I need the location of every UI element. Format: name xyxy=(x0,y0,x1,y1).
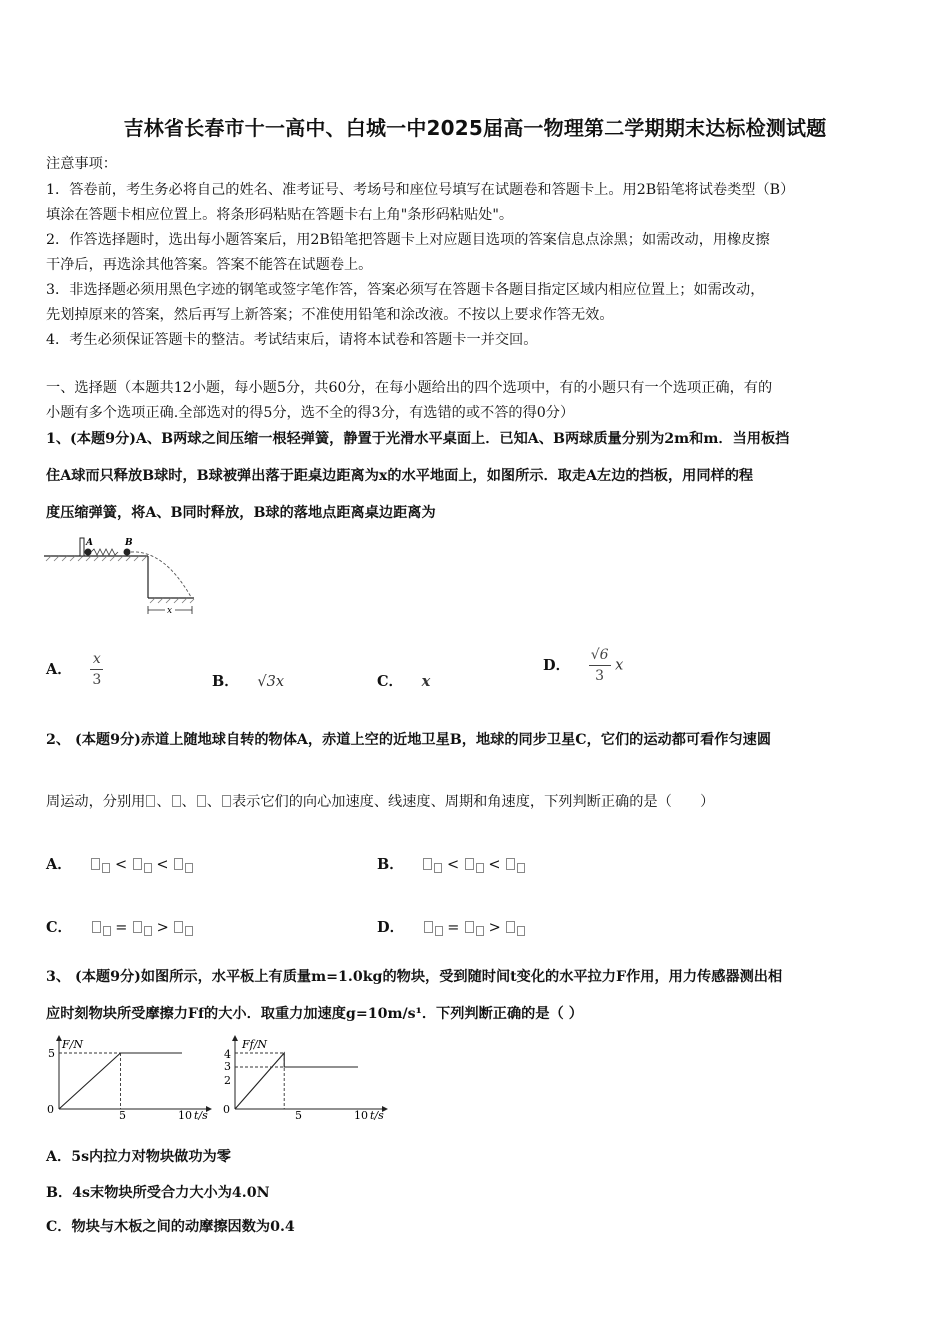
relation: < xyxy=(156,857,169,873)
q2-option-a[interactable] xyxy=(46,853,193,874)
section-heading: 小题有多个选项正确.全部选对的得5分，选不全的得3分，有选错的或不答的得0分） xyxy=(46,405,575,421)
subscript-placeholder xyxy=(185,926,193,936)
symbol-placeholder xyxy=(174,921,183,933)
q3-text: 应时刻物块所受摩擦力Ff的大小．取重力加速度g=10m/s¹．下列判断正确的是（ ） xyxy=(46,1006,583,1022)
notice-line: 干净后，再选涂其他答案。答案不能答在试题卷上。 xyxy=(46,257,373,273)
graph2-ytick: 2 xyxy=(224,1074,231,1087)
section-heading: 一、选择题（本题共12小题，每小题5分，共60分，在每小题给出的四个选项中，有的小题只有一个选项正确，有的 xyxy=(46,380,773,396)
relation: = xyxy=(115,920,128,936)
q2-option-c[interactable] xyxy=(46,916,193,937)
symbol-placeholder xyxy=(424,921,433,933)
option-label: B． xyxy=(212,673,239,690)
label-x: x xyxy=(167,606,173,616)
option-label: D． xyxy=(543,656,571,674)
symbol-placeholder xyxy=(506,858,515,870)
option-label: A． xyxy=(46,660,72,678)
separator: 、 xyxy=(156,794,171,810)
graph1-series xyxy=(59,1053,182,1109)
notice-line: 3．非选择题必须用黑色字迹的钢笔或签字笔作答，答案必须写在答题卡各题目指定区域内相应位置上；如需改动， xyxy=(46,282,765,298)
symbol-placeholder xyxy=(506,921,515,933)
denominator: 3 xyxy=(589,665,611,684)
relation: < xyxy=(114,857,128,873)
q1-option-b[interactable] xyxy=(212,670,284,691)
label-b: B xyxy=(125,538,133,548)
subscript-placeholder xyxy=(102,863,110,873)
graph1-xtick: 5 xyxy=(119,1109,126,1120)
subscript-placeholder xyxy=(517,863,525,873)
q2-text-pre: 周运动，分别用 xyxy=(46,794,146,810)
option-label: D． xyxy=(377,919,405,936)
graph2-xlabel: t/s xyxy=(370,1109,384,1120)
page-title: 吉林省长春市十一高中、白城一中2025届高一物理第二学期期末达标检测试题 xyxy=(123,116,827,140)
subscript-placeholder xyxy=(144,926,152,936)
option-label: C． xyxy=(46,919,73,936)
notice-line: 2．作答选择题时，选出每小题答案后，用2B铅笔把答题卡上对应题目选项的答案信息点涂黑；如需改动，用橡皮擦 xyxy=(46,232,770,248)
symbol-placeholder xyxy=(465,858,474,870)
relation: < xyxy=(488,857,501,873)
graph1-ytick: 5 xyxy=(48,1047,55,1060)
q3-text: 3、 (本题9分)如图所示，水平板上有质量m=1.0kg的物块，受到随时间t变化的水平拉力F作用，用力传感器测出相 xyxy=(46,969,783,985)
q2-option-d[interactable] xyxy=(377,916,525,937)
graph2-series xyxy=(235,1053,358,1109)
q3-option-b[interactable]: B．4s末物块所受合力大小为4.0N xyxy=(46,1185,270,1201)
graph-force xyxy=(44,1035,214,1120)
option-label: A． xyxy=(46,856,72,873)
subscript-placeholder xyxy=(435,926,443,936)
q1-option-c[interactable] xyxy=(377,670,430,691)
q1-text: 住A球而只释放B球时，B球被弹出落于距桌边距离为x的水平地面上，如图所示．取走A左边的挡板，用同样的程 xyxy=(46,468,754,484)
numerator: √6 xyxy=(590,647,609,663)
option-label: B． xyxy=(377,856,404,873)
graph-friction xyxy=(220,1035,395,1120)
graph2-xtick: 10 xyxy=(354,1109,368,1120)
separator: 、 xyxy=(206,794,221,810)
graph2-xtick: 5 xyxy=(295,1109,302,1120)
option-value: √3x xyxy=(257,674,285,690)
q1-text: 度压缩弹簧，将A、B同时释放，B球的落地点距离桌边距离为 xyxy=(46,505,436,521)
q2-text-2 xyxy=(46,791,714,811)
option-suffix: x xyxy=(615,657,624,674)
graph1-xtick: 0 xyxy=(47,1103,54,1116)
graph1-ylabel: F/N xyxy=(62,1038,83,1051)
graph2-xtick: 0 xyxy=(223,1103,230,1116)
numerator: x xyxy=(92,651,101,667)
relation: = xyxy=(447,920,460,936)
graph1-xlabel: t/s xyxy=(194,1109,208,1120)
subscript-placeholder xyxy=(434,863,442,873)
relation: < xyxy=(446,857,460,873)
q1-option-a[interactable] xyxy=(46,651,103,688)
denominator: 3 xyxy=(90,669,103,688)
notice-line: 1．答卷前，考生务必将自己的姓名、准考证号、考场号和座位号填写在试题卷和答题卡上。用2B铅笔将试卷类型（B） xyxy=(46,182,795,198)
notice-line: 4．考生必须保证答题卡的整洁。考试结束后，请将本试卷和答题卡一并交回。 xyxy=(46,332,538,348)
q3-option-c[interactable]: C．物块与木板之间的动摩擦因数为0.4 xyxy=(46,1219,295,1235)
fraction xyxy=(589,647,611,684)
label-a: A xyxy=(86,538,93,548)
symbol-placeholder xyxy=(465,921,474,933)
symbol-placeholder xyxy=(222,795,231,807)
graph2-ytick: 4 xyxy=(224,1048,231,1061)
subscript-placeholder xyxy=(185,863,193,873)
symbol-placeholder xyxy=(146,795,155,807)
q2-option-b[interactable] xyxy=(377,853,525,874)
symbol-placeholder xyxy=(133,921,142,933)
q3-option-a[interactable]: A．5s内拉力对物块做功为零 xyxy=(46,1149,231,1165)
graph1-xtick: 10 xyxy=(178,1109,192,1120)
relation: > xyxy=(488,920,501,936)
symbol-placeholder xyxy=(133,858,142,870)
option-label: C． xyxy=(377,673,404,690)
symbol-placeholder xyxy=(197,795,206,807)
symbol-placeholder xyxy=(91,858,100,870)
subscript-placeholder xyxy=(476,926,484,936)
subscript-placeholder xyxy=(144,863,152,873)
subscript-placeholder xyxy=(476,863,484,873)
symbol-placeholder xyxy=(423,858,432,870)
notice-line: 填涂在答题卡相应位置上。将条形码粘贴在答题卡右上角"条形码粘贴处"。 xyxy=(46,207,514,223)
notice-heading: 注意事项： xyxy=(46,156,117,172)
series-line xyxy=(235,1053,358,1109)
notice-line: 先划掉原来的答案，然后再写上新答案；不准使用铅笔和涂改液。不按以上要求作答无效。 xyxy=(46,307,614,323)
q1-option-d[interactable] xyxy=(543,647,623,684)
subscript-placeholder xyxy=(517,926,525,936)
symbol-placeholder xyxy=(174,858,183,870)
q2-text: 2、 (本题9分)赤道上随地球自转的物体A，赤道上空的近地卫星B，地球的同步卫星C，它们的运动都可看作匀速圆 xyxy=(46,732,772,748)
symbol-placeholder xyxy=(172,795,181,807)
q1-text: 1、(本题9分)A、B两球之间压缩一根轻弹簧，静置于光滑水平桌面上．已知A、B两球质量分别为2m和m．当用板挡 xyxy=(46,431,790,447)
q1-figure xyxy=(44,530,199,620)
subscript-placeholder xyxy=(103,926,111,936)
fraction xyxy=(90,651,103,688)
q2-text-post: 表示它们的向心加速度、线速度、周期和角速度，下列判断正确的是（ ） xyxy=(231,794,715,810)
separator: 、 xyxy=(181,794,196,810)
option-value: x xyxy=(421,673,431,690)
symbol-placeholder xyxy=(92,921,101,933)
graph2-ytick: 3 xyxy=(224,1060,231,1073)
relation: > xyxy=(156,920,169,936)
graph2-ylabel: Ff/N xyxy=(242,1038,268,1051)
